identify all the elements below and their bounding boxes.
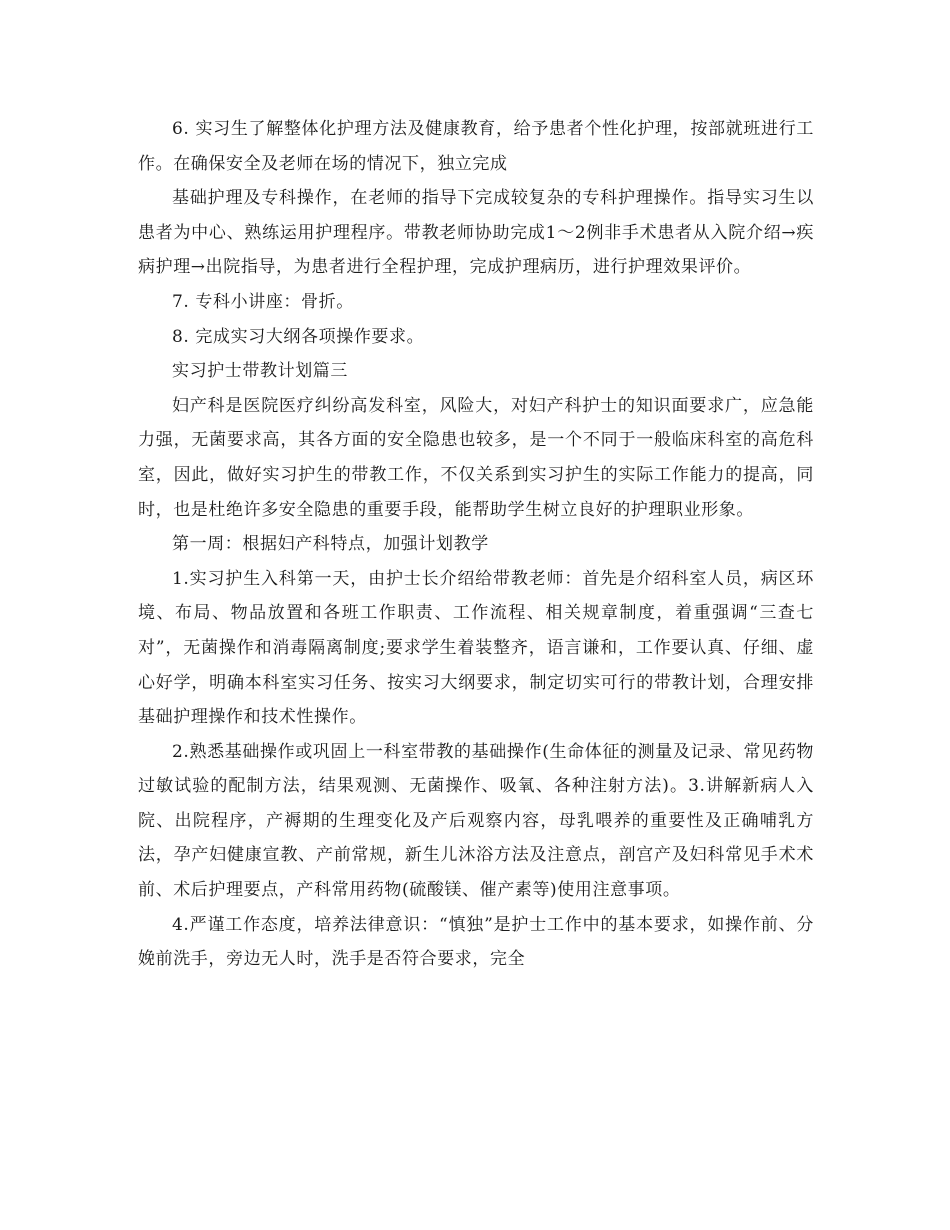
paragraph-item-8: 8. 完成实习大纲各项操作要求。 xyxy=(172,326,425,347)
paragraph-point-2-3: 2.熟悉基础操作或巩固上一科室带教的基础操作(生命体征的测量及记录、常见药物过敏试验的配制方法，结果观测、无菌操作、吸氧、各种注射方法)。3.讲解新病人入院、出院程序，产褥期的生理变化及产后观察内容，母乳喂养的重要性及正确哺乳方法，孕产妇健康宣教、产前常规，新生儿沐浴方法及注意点，剖宫产及妇科常见手术术前、术后护理要点，产科常用药物(硫酸镁、催产素等)使用注意事项。 xyxy=(138,741,814,901)
paragraph-item-7: 7. 专科小讲座：骨折。 xyxy=(172,291,354,312)
paragraph-obstetrics-intro: 妇产科是医院医疗纠纷高发科室，风险大，对妇产科护士的知识面要求广，应急能力强，无菌要求高，其各方面的安全隐患也较多，是一个不同于一般临床科室的高危科室，因此，做好实习护生的带教工作，不仅关系到实习护生的实际工作能力的提高，同时，也是杜绝许多安全隐患的重要手段，能帮助学生树立良好的护理职业形象。 xyxy=(138,395,814,520)
paragraph-point-1: 1.实习护生入科第一天，由护士长介绍给带教老师：首先是介绍科室人员，病区环境、布局、物品放置和各班工作职责、工作流程、相关规章制度，着重强调“三查七对”，无菌操作和消毒隔离制度;要求学生着装整齐，语言谦和，工作要认真、仔细、虚心好学，明确本科室实习任务、按实习大纲要求，制定切实可行的带教计划，合理安排基础护理操作和技术性操作。 xyxy=(138,568,814,728)
section-heading: 实习护士带教计划篇三 xyxy=(172,361,348,382)
week-one-heading: 第一周：根据妇产科特点，加强计划教学 xyxy=(172,534,489,555)
paragraph-item-6-start: 6. 实习生了解整体化护理方法及健康教育，给予患者个性化护理，按部就班进行工作。在确保安全及老师在场的情况下，独立完成 xyxy=(138,119,814,174)
document-body xyxy=(138,112,814,977)
paragraph-point-4: 4.严谨工作态度，培养法律意识：“慎独”是护士工作中的基本要求，如操作前、分娩前洗手，旁边无人时，洗手是否符合要求，完全 xyxy=(138,914,814,970)
paragraph-basic-nursing: 基础护理及专科操作，在老师的指导下完成较复杂的专科护理操作。指导实习生以患者为中心、熟练运用护理程序。带教老师协助完成1～2例非手术患者从入院介绍→疾病护理→出院指导，为患者进行全程护理，完成护理病历，进行护理效果评价。 xyxy=(138,188,814,278)
